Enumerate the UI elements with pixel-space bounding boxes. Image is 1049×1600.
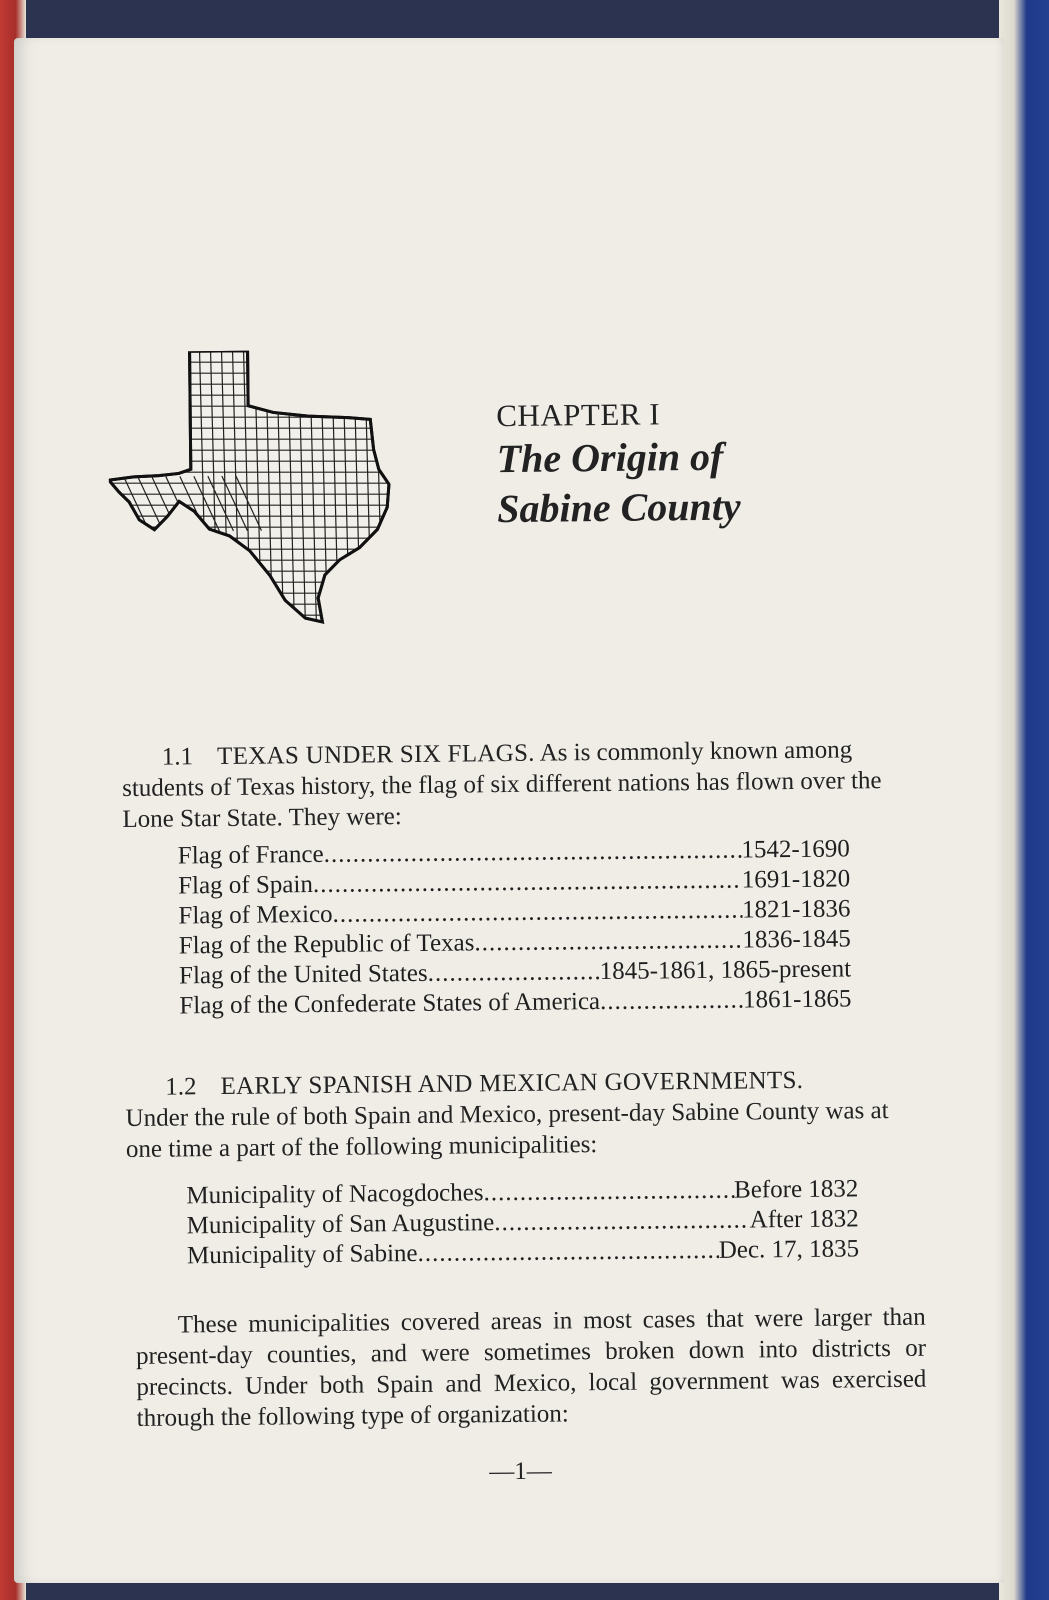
list-item: Flag of the United States ..... 1845-1861, 1865-present xyxy=(179,954,851,991)
section-number: 1.2 xyxy=(165,1073,197,1101)
flags-list xyxy=(178,834,852,1021)
section-text: As is commonly known among students of Texas history, the flag of six different nations has flown over the Lone Star State. They were: xyxy=(121,736,882,834)
list-item: Municipality of Nacogdoches ..... Before 1832 xyxy=(186,1174,858,1211)
section-number: 1.1 xyxy=(161,743,194,771)
list-item: Flag of Spain ..... 1691-1820 xyxy=(178,864,850,901)
section-heading: TEXAS UNDER SIX FLAGS. xyxy=(216,739,535,771)
chapter-number: CHAPTER I xyxy=(496,396,661,434)
texas-county-map-icon xyxy=(108,349,396,627)
list-item: Municipality of San Augustine ..... After 1832 xyxy=(187,1204,859,1241)
list-item: Flag of France ..... 1542-1690 xyxy=(178,834,850,871)
section-text: Under the rule of both Spain and Mexico, present-day Sabine County was at one time a part of the following municipalities: xyxy=(125,1097,889,1164)
chapter-title-line-1: The Origin of xyxy=(496,433,724,482)
municipalities-list xyxy=(186,1174,859,1271)
page-number: —1— xyxy=(489,1457,552,1486)
body-paragraph: These municipalities covered areas in most cases that were larger than present-day counties, and were sometimes broken down into districts or precincts. Under both Spain and Mexico, local government was exercised through the following type of organization: xyxy=(135,1303,927,1432)
section-1-2 xyxy=(125,1064,916,1165)
chapter-title-line-2: Sabine County xyxy=(496,483,741,532)
chapter-heading xyxy=(496,396,741,535)
list-item: Flag of the Confederate States of America ..... 1861-1865 xyxy=(179,984,851,1021)
book-page xyxy=(14,38,1004,1583)
section-heading: EARLY SPANISH AND MEXICAN GOVERNMENTS. xyxy=(220,1066,804,1101)
list-item: Municipality of Sabine ..... Dec. 17, 1835 xyxy=(187,1234,859,1271)
list-item: Flag of the Republic of Texas ..... 1836-1845 xyxy=(179,924,851,961)
list-item: Flag of Mexico ..... 1821-1836 xyxy=(178,894,850,931)
section-1-1 xyxy=(122,734,913,835)
